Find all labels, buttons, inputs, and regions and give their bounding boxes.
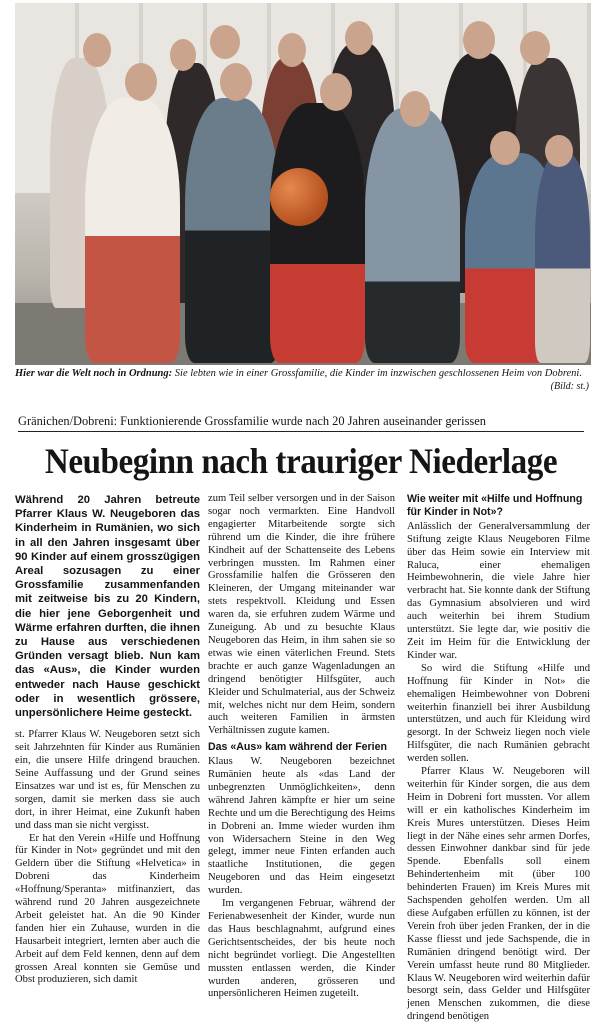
adult-head (210, 25, 240, 59)
subheading: Das «Aus» kam während der Ferien (208, 741, 387, 754)
child-head (490, 131, 520, 165)
paragraph: Pfarrer Klaus W. Neugeboren will weiterhin für Kinder sorgen, die aus dem Heim in Dobreni fort mussten. Vor allem will er ein katholisches Kinderheim im Kreis Mures unterstützen. Dieses Heim liegt in der Nähe eines sehr armen Dorfes, dessen Einwohner dankbar sind für jede Spende. Ebenfalls soll einem Behindertenheim mit (über 100 behinderten Frauen) im Kreis Mures mit Sachspenden geholfen werden. Um all diese Aufgaben erfüllen zu können, ist der Verein froh über jeden Franken, der in die Kasse fliesst und jede Sachspende, die in Rumänien dringend benötigt wird. Der Verein umfasst heute rund 80 Mitglieder. Klaus W. Neugeboren wird weiterhin dafür besorgt sein, dass Gelder und Hilfsgüter jenen Menschen zukommen, die diese dringend benötigen (407, 766, 590, 1023)
paragraph: st. Pfarrer Klaus W. Neugeboren setzt sich seit Jahrzehnten für Kinder aus Rumänien ein, die unsere Hilfe dringend brauchen. Seine Auffassung und der Grund seines Einsatzes war und ist es, für Menschen zu sorgen, damit sie merken dass sie auch dort, in ihrer Heimat, eine Zukunft haben und dass man sie nicht vergisst. (15, 729, 200, 831)
paragraph: Klaus W. Neugeboren bezeichnet Rumänien heute als «das Land der unbegrenzten Unmöglichkeiten», denn während Jahren kämpfte er hier um seine Rechte und um die Berechtigung des Heims in Dobreni an. Imme wieder wurden ihm von Widersachern Steine in den Weg gelegt, immer neue Finten erfanden auch staatliche Institutionen, die gegen Neugeboren und das Heim eingesetzt wurden. (208, 756, 395, 897)
child-figure (365, 108, 460, 363)
paragraph: So wird die Stiftung «Hilfe und Hoffnung für Kinder in Not» die ehemaligen Heimbewohner von Dobreni weiterhin finanziell bei ihrer Ausbildung unterstützen, und auch für Kleidung wird gesorgt. In der Schweiz liegen noch viele Hilfsgüter, die nach Rumänien gebracht werden sollen. (407, 662, 590, 765)
adult-head (520, 31, 550, 65)
child-head (400, 91, 430, 127)
article-lead: Während 20 Jahren betreute Pfarrer Klaus W. Neugeboren das Kinderheim in Rumänien, wo sich in all den Jahren insgesamt über 90 Kinder auf einem grosszügigen Areal sozusagen zu einer Grossfamilie zusammenfanden mit zeitweise bis zu 20 Kindern, die hier jene Geborgenheit und Wärme erfahren durften, die ihnen zu Hause aus verschiedenen Gründen versagt blieb. Nun kam das «Aus», die Kinder wurden entweder nach Hause geschickt oder in wesentlich grössere, unpersönlichere Heime gesteckt. (15, 494, 200, 720)
caption-lead: Hier war die Welt noch in Ordnung: (15, 368, 173, 379)
paragraph: zum Teil selber versorgen und in der Saison sogar noch vermarkten. Eine Handvoll engagierter Mitarbeitende sorgte sich rührend um die Kinder, die ihre frühere Kindheit auf der Schattenseite des Lebens verbringen mussten. Im Rahmen einer Grossfamilie halfen die Grösseren den Kleineren, der Umgang miteinander war stets respektvoll. Kleidung und Essen waren da, sie erfuhren zudem Wärme und Zuneigung. Ab und zu besuchte Klaus Neugeboren das Heim, in ihm sahen sie so etwas wie einen väterlichen Freund. Stets brachte er auch ganze Wagenladungen an dringend benötigter Hilfsgüter, auch Kleider und Schulmaterial, aus der Schweiz mit, welches nicht nur dem Heim, sondern auch weiteren Familien in ärmsten Verhältnissen zugute kamen. (208, 493, 395, 737)
child-figure (535, 153, 590, 363)
photo-credit: (Bild: st.) (550, 381, 589, 392)
subheading: Wie weiter mit «Hilfe und Hoffnung für Kinder in Not»? (407, 493, 583, 518)
article-headline: Neubeginn nach trauriger Niederlage (44, 441, 558, 481)
adult-head (83, 33, 111, 67)
article-kicker: Gränichen/Dobreni: Funktionierende Grossfamilie wurde nach 20 Jahren auseinander gerissen (18, 414, 584, 432)
child-figure (185, 98, 280, 363)
child-head (220, 63, 252, 101)
adult-head (170, 39, 196, 71)
group-photo (15, 3, 591, 365)
adult-head (345, 21, 373, 55)
photo-caption (15, 367, 593, 380)
child-head (545, 135, 573, 167)
caption-text: Sie lebten wie in einer Grossfamilie, die Kinder im inzwischen geschlossenen Heim von Dobreni. (174, 368, 582, 379)
child-figure (85, 98, 180, 363)
child-head (125, 63, 157, 101)
child-figure (270, 103, 365, 363)
adult-head (463, 21, 495, 59)
article-column-2 (208, 493, 395, 1001)
child-head (320, 73, 352, 111)
paragraph: Er hat den Verein «Hilfe und Hoffnung für Kinder in Not» gegründet und mit den Geldern über die Stiftung «Helvetica» in Dobreni das Kinderheim «Hoffnung/Speranta» mitfinanziert, das während rund 20 Jahren ausgezeichnete Arbeit geleistet hat. An die 90 Kinder fanden hier ein Zuhause, wurden in die Hausarbeit integriert, lernten aber auch die Arbeit auf dem Feld kennen, denn auf dem grossen Areal konnten sie Gemüse und Obst produzieren, sich damit (15, 832, 200, 986)
paragraph: Im vergangenen Februar, während der Ferienabwesenheit der Kinder, wurde nun das Haus beschlagnahmt, aufgrund eines Gerichtsentscheides, der bis heute noch nicht begründet vorliegt. Die Angestellten mussten entlassen werden, die Kinder wurden anderen, grösseren und unpersönlicheren Heimen zugeteilt. (208, 898, 395, 1000)
adult-head (278, 33, 306, 67)
basketball (270, 168, 328, 226)
article-column-3 (407, 493, 590, 1024)
article-column-1 (15, 493, 200, 987)
paragraph: Anlässlich der Generalversammlung der Stiftung zeigte Klaus Neugeboren Filme über das Heim sowie ein Interview mit Raluca, einer ehemaligen Heimbewohnerin, die viele Jahre hier verbracht hat. Sie konnte dank der Stiftung das Gymnasium absolvieren und wird auch weiterhin bei ihrem Studium unterstützt. Sie legte dar, wie positiv die Zeit im Heim für die Entwicklung der Kinder war. (407, 520, 590, 661)
